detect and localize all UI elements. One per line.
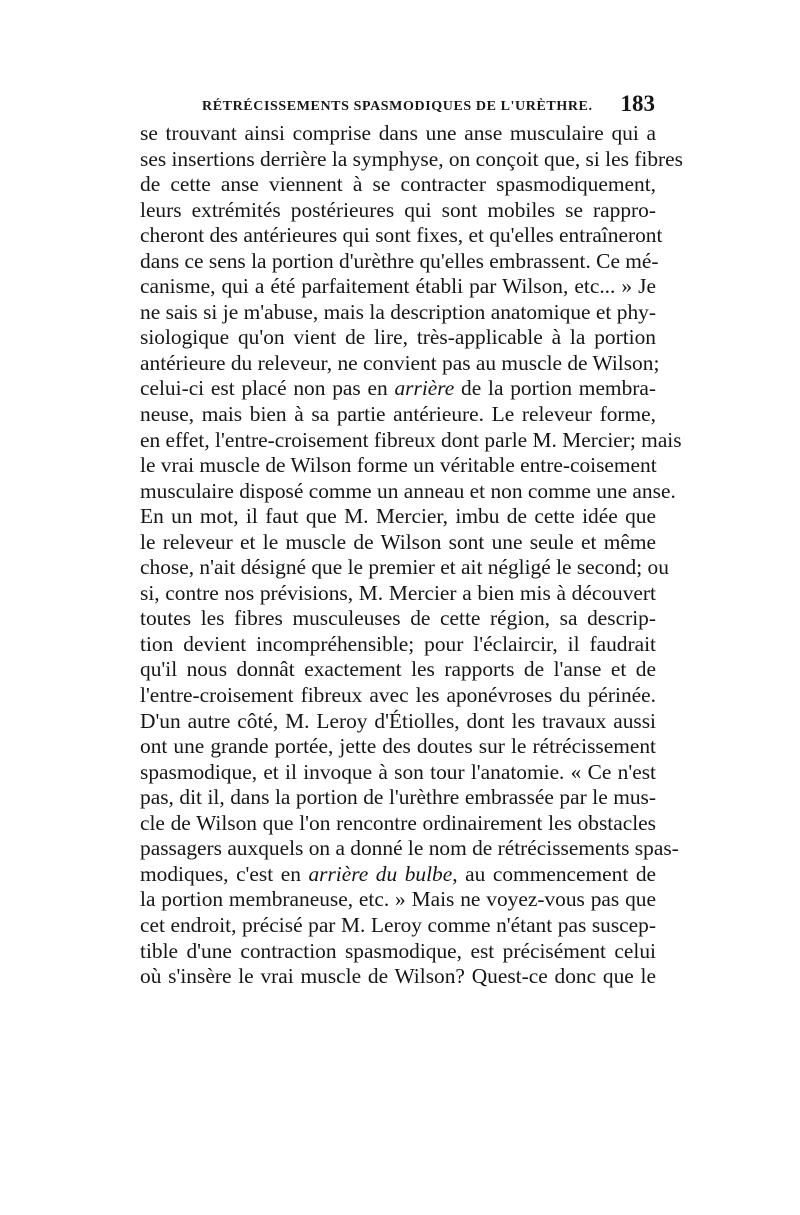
text-line: leurs extrémités postérieures qui sont mobiles se rappro-	[140, 197, 656, 222]
text-line: dans ce sens la portion d'urèthre qu'elles embrassent. Ce mé-	[140, 248, 659, 273]
text-line: siologique qu'on vient de lire, très-applicable à la portion	[140, 325, 656, 350]
text-line: D'un autre côté, M. Leroy d'Étiolles, dont les travaux aussi	[140, 708, 656, 733]
text-line: spasmodique, et il invoque à son tour l'anatomie. « Ce n'est	[140, 759, 656, 784]
text-line: pas, dit il, dans la portion de l'urèthre embrassée par le mus-	[140, 785, 656, 810]
text-line: le releveur et le muscle de Wilson sont une seule et même	[140, 529, 656, 554]
running-title: RÉTRÉCISSEMENTS SPASMODIQUES DE L'URÈTHRE.	[202, 99, 593, 114]
text-line: tion devient incompréhensible; pour l'éclaircir, il faudrait	[140, 631, 656, 656]
text-line: chose, n'ait désigné que le premier et ait négligé le second; ou	[140, 555, 669, 580]
text-line: en effet, l'entre-croisement fibreux dont parle M. Mercier; mais	[140, 427, 682, 452]
text-line: se trouvant ainsi comprise dans une anse musculaire qui a	[140, 121, 656, 145]
text-line: la portion membraneuse, etc. » Mais ne voyez-vous pas que	[140, 887, 656, 912]
text-line: passagers auxquels on a donné le nom de rétrécissements spas-	[140, 836, 679, 861]
text-line: où s'insère le vrai muscle de Wilson? Quest-ce donc que le	[140, 964, 656, 989]
text-line: celui-ci est placé non pas en arrière de la portion membra-	[140, 376, 657, 401]
italic-text: arrière du bulbe	[308, 861, 453, 886]
text-line: ne sais si je m'abuse, mais la description anatomique et phy-	[140, 299, 656, 324]
italic-text: arrière	[394, 376, 455, 401]
text-line: musculaire disposé comme un anneau et non comme une anse.	[140, 478, 676, 503]
text-line: de cette anse viennent à se contracter spasmodiquement,	[140, 172, 656, 197]
text-line: cle de Wilson que l'on rencontre ordinairement les obstacles	[140, 810, 656, 835]
text-line: toutes les fibres musculeuses de cette région, sa descrip-	[140, 606, 656, 631]
text-line: modiques, c'est en arrière du bulbe, au commencement de	[140, 861, 657, 886]
text-line: qu'il nous donnât exactement les rapports de l'anse et de	[140, 657, 656, 682]
text-line: le vrai muscle de Wilson forme un véritable entre-coisement	[140, 453, 657, 478]
text-line: cet endroit, précisé par M. Leroy comme n'étant pas suscep-	[140, 912, 656, 937]
body-text	[140, 121, 683, 990]
page-number: 183	[620, 91, 655, 116]
text-line: ses insertions derrière la symphyse, on conçoit que, si les fibres	[140, 146, 683, 171]
text-line: l'entre-croisement fibreux avec les aponévroses du périnée.	[140, 683, 656, 708]
text-line: si, contre nos prévisions, M. Mercier a bien mis à découvert	[140, 580, 656, 605]
text-line: ont une grande portée, jette des doutes sur le rétrécissement	[140, 734, 656, 759]
text-line: canisme, qui a été parfaitement établi par Wilson, etc... » Je	[140, 274, 656, 299]
running-header	[140, 89, 655, 119]
text-line: tible d'une contraction spasmodique, est précisément celui	[140, 938, 656, 963]
text-line: En un mot, il faut que M. Mercier, imbu de cette idée que	[140, 504, 656, 529]
text-line: antérieure du releveur, ne convient pas au muscle de Wilson;	[140, 350, 660, 375]
text-line: cheront des antérieures qui sont fixes, et qu'elles entraîneront	[140, 223, 663, 248]
text-line: neuse, mais bien à sa partie antérieure. Le releveur forme,	[140, 402, 656, 427]
